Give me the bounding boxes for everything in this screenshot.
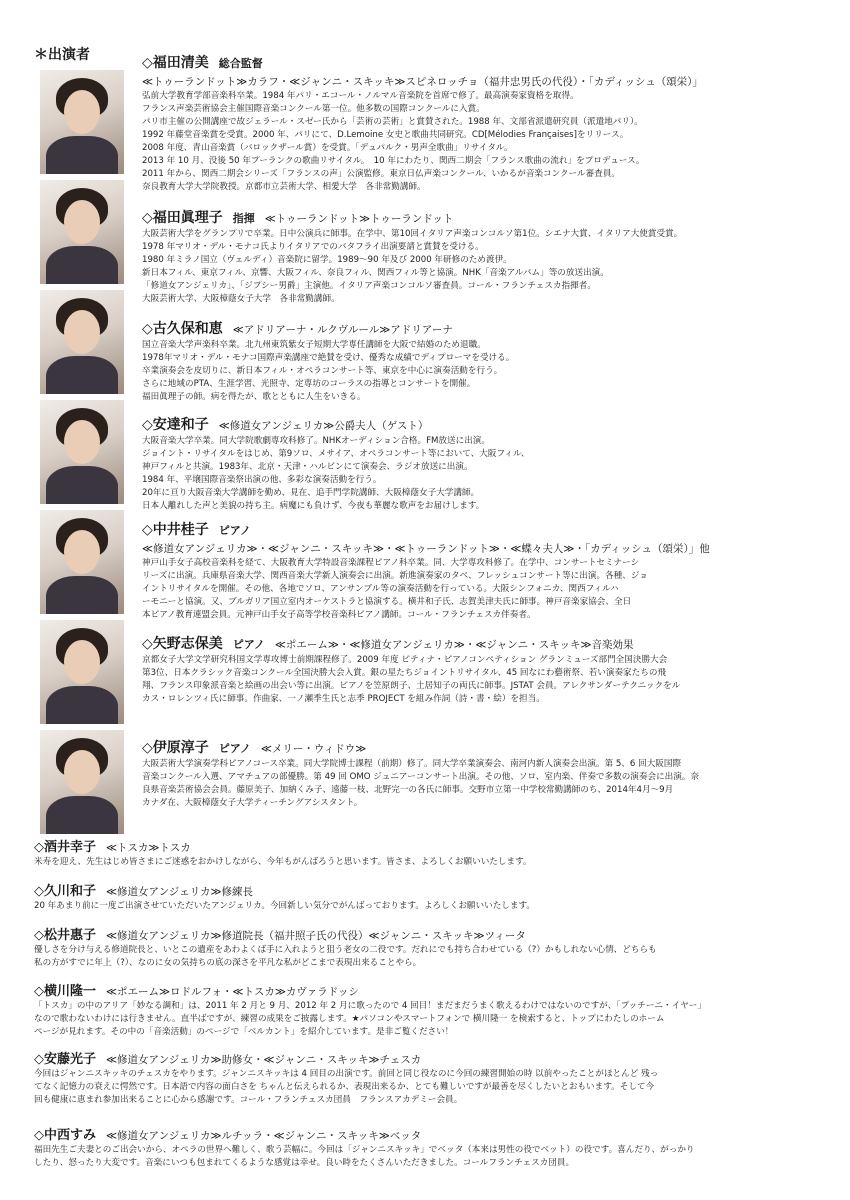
bio-line: なので歌わないわけには行きません。直半ばですが、練習の成果をご披露します。★パソコンやスマートフォンで 横川隆一 を検索すると、トップにわたしのホーム — [34, 1014, 665, 1024]
performer-role: 指揮 — [232, 212, 255, 225]
member-bio — [34, 1000, 824, 1039]
performer-name: ◇古久保和恵 — [142, 321, 223, 337]
performer-role: ピアノ — [218, 742, 251, 755]
bio-line: 1992 年藤堂音楽賞を受賞。2000 年、パリにて、D.Lemoine 女史と歌曲共同研究。CD[Mélodies Françaises]をリリース。 — [142, 130, 629, 140]
member-entry — [34, 1124, 824, 1170]
performer-bio — [142, 339, 822, 404]
performer-roles: ≪ポエーム≫・≪修道女アンジェリカ≫・≪ジャンニ・スキッキ≫音楽効果 — [274, 639, 634, 651]
bio-line: リーズに出演。兵庫県音楽大学、関西音楽大学新人演奏会に出演。新進演奏家のタベ、フレッシュコンサート等に出演。各種、ジョ — [142, 571, 648, 581]
bio-line: 大阪芸術大学、大阪樟蔭女子大学 各非常勤講師。 — [142, 294, 340, 304]
performer-roles: ≪アドリアーナ・ルクヴルール≫アドリアーナ — [232, 324, 453, 336]
bio-line: 音楽コンクール入選、アマチュアの部優勝。第 49 回 OMO ジュニアーコンサート出演。その他、ソロ、室内楽、伴奏で多数の演奏会に出演。奈 — [142, 772, 700, 782]
bio-line: 「修道女アンジェリカ」、「ジプシー男爵」主演他。イタリア声楽コンコルソ審査員。コール・フランチェスカ指揮者。 — [142, 281, 596, 291]
bio-line: 福田先生ご夫妻とのご出会いから、オペラの世界へ難しく、歌う芸幅に。今回は「ジャンニスキッキ」でベッタ（本来は男性の役でベット）の役です。喜んだり、がっかり — [34, 1145, 695, 1155]
performer-name: ◇矢野志保美 — [142, 636, 223, 652]
bio-line: 奈良教育大学大学院教授。京都市立芸術大学、相愛大学 各非常勤講師。 — [142, 182, 426, 192]
bio-line: ジョイント・リサイタルをはじめ、第9ソロ、メサイア、オペラコンサート等において、大阪フィル、 — [142, 449, 530, 459]
performer-name: ◇安達和子 — [142, 417, 209, 433]
performer-name: ◇福田清美 — [142, 55, 209, 71]
member-bio — [34, 1068, 824, 1107]
performer-roles: ≪修道女アンジェリカ≫公爵夫人（ゲスト） — [218, 420, 429, 432]
bio-line: 卒業演奏会を皮切りに、新日本フィル・オペラコンサート等、東京を中心に演奏活動を行う。 — [142, 366, 503, 376]
member-roles: ≪修道女アンジェリカ≫修道院長（福井照子氏の代役）≪ジャンニ・スキッキ≫ツィータ — [106, 930, 526, 942]
member-entry — [34, 924, 824, 970]
member-entry — [34, 880, 824, 913]
performer-photo — [40, 730, 124, 834]
performer-photo — [40, 180, 124, 284]
performer-entry — [142, 414, 822, 513]
member-roles: ≪修道女アンジェリカ≫ルチッラ・≪ジャンニ・スキッキ≫ベッタ — [106, 1130, 422, 1142]
performer-role: 総合監督 — [218, 57, 263, 70]
bio-line: さらに地域のPTA、生涯学習、光照寺、定専坊のコーラスの指導とコンサートを開催。 — [142, 379, 476, 389]
performer-name: ◇福田眞理子 — [142, 210, 223, 226]
bio-line: 優しさを分け与える修道院長と、いとこの遺産をあわよくば手に入れようと狙う老女の二役です。だれにでも持ち合わせている（?）かもしれない心情、どちらも — [34, 945, 657, 955]
performer-photo — [40, 400, 124, 504]
bio-line: 大阪芸術大学演奏学科ピアノコース卒業。同大学院博士課程（前期）修了。同大学卒業演奏会、南河内新人演奏会出演。第 5、6 回大阪国際 — [142, 759, 682, 769]
bio-line: 米寿を迎え、先生はじめ皆さまにご迷惑をおかけしながら、今年もがんばろうと思います。皆さま、よろしくお願いいたします。 — [34, 857, 532, 867]
performer-photo — [40, 290, 124, 394]
bio-line: カナダ在、大阪樟蔭女子大学ティーチングアシスタント。 — [142, 798, 363, 808]
bio-line: 大阪音楽大学卒業。同大学院歌劇専攻科修了。NHKオーディション合格。FM放送に出演。 — [142, 436, 490, 446]
bio-line: 1984 年、平壌国際音楽祭出演の他、多彩な演奏活動を行う。 — [142, 475, 382, 485]
member-name: ◇安藤光子 — [34, 1052, 96, 1067]
performer-bio — [142, 654, 822, 706]
bio-line: 2008 年度、青山音楽賞（バロックザール賞）を受賞。「デュパルク・男声全歌曲」リサイタル。 — [142, 143, 513, 153]
bio-line: カス・ロレンツィ氏に師事。作曲家、一ノ瀬季生氏と志季 PROJECT を組み作詞（詩・書・絵）を担当。 — [142, 694, 545, 704]
bio-line: 1978年マリオ・デル・モナコ国際声楽講座で絶賛を受け、優秀な成績でディプローマを受ける。 — [142, 353, 515, 363]
performer-photo — [40, 510, 124, 614]
bio-line: 良県音楽芸術協会会員。藤原美子、加納くみ子、遠藤一枝、北野完一の各氏に師事。交野市立第一中学校常勤講師のち、2014年4月～9月 — [142, 785, 674, 795]
performer-entry — [142, 633, 822, 706]
performer-photo — [40, 70, 124, 174]
member-bio — [34, 900, 824, 913]
performer-bio — [142, 90, 822, 194]
bio-line: ページが見れます。その中の「音楽活動」のページで「ベルカント」を紹介しています。是非ご覧ください！ — [34, 1027, 454, 1037]
member-bio — [34, 856, 824, 869]
bio-line: 20 年あまり前に一度ご出演させていただいたアンジェリカ。今回新しい気分でがんばっております。よろしくお願いいたします。 — [34, 901, 535, 911]
bio-line: 神戸フィルと共演。1983年、北京・天津・ハルビンにて演奏会、ラジオ放送に出演。 — [142, 462, 473, 472]
bio-line: ーモニーと協演。又、ブルガリア国立室内オーケストラと協演する。横井和子氏、志賀美津夫氏に師事。神戸音楽家協会、全日 — [142, 597, 632, 607]
member-name: ◇久川和子 — [34, 884, 96, 899]
member-entry — [34, 1048, 824, 1107]
member-name: ◇中西すみ — [34, 1128, 96, 1143]
member-name: ◇松井惠子 — [34, 928, 96, 943]
bio-line: イントリサイタルを開催。その他、各地でソロ、アンサンブル等の演奏活動を行っている。大阪シンフォニカ、関西フィルハ — [142, 584, 619, 594]
member-bio — [34, 944, 824, 970]
bio-line: 2011 年から、関西二期会シリーズ「フランスの声」公演監修。東京日仏声楽コンクール、いかるが音楽コンクール審査員。 — [142, 169, 621, 179]
performer-roles: ≪メリー・ウィドウ≫ — [260, 743, 367, 755]
performer-name: ◇中井桂子 — [142, 522, 209, 538]
bio-line: 国立音楽大学声楽科卒業。北九州東筑紫女子短期大学専任講師を大阪で結婚のため退職。 — [142, 340, 486, 350]
bio-line: てなく記憶力の衰えに愕然です。日本語で内容の面白さを ちゃんと伝えられるか、表現出来るか、とても難しいですが最善を尽くしたいとおもいます。そして今 — [34, 1082, 655, 1092]
member-roles: ≪トスカ≫トスカ — [106, 842, 191, 854]
performer-bio — [142, 758, 822, 810]
performer-entry — [142, 318, 822, 404]
bio-line: 20年に亘り大阪音楽大学講師を勤め、見在、追手門学院講師、大阪樟蔭女子大学講師。 — [142, 488, 480, 498]
bio-line: 神戸山手女子高校音楽科を経て、大阪教育大学特設音楽課程ピアノ科卒業。同、大学専攻科修了。在学中、コンサートセミナーシ — [142, 558, 640, 568]
performer-photo — [40, 620, 124, 724]
performer-role: ピアノ — [232, 638, 265, 651]
bio-line: 弘前大学教育学部音楽科卒業。1984 年パリ・エコール・ノルマル音楽院を首席で修了。最高演奏家資格を取得。 — [142, 91, 579, 101]
bio-line: 新日本フィル、東京フィル、京響、大阪フィル、奈良フィル、関西フィル等と協演。NHK「音楽アルバム」等の放送出演。 — [142, 268, 609, 278]
bio-line: 京都女子大学文学研究科国文学専攻博士前期課程修了。2009 年度 ピティナ・ピアノコンペティション グランミューズ部門全国決勝大会 — [142, 655, 668, 665]
bio-line: 日本人離れした声と美貌の持ち主。病魔にも負けず、今夜も華麗な歌声をお届けします。 — [142, 501, 485, 511]
performer-name: ◇伊原淳子 — [142, 740, 209, 756]
performer-roles: ≪修道女アンジェリカ≫・≪ジャンニ・スキッキ≫・≪トゥーランドット≫・≪蝶々夫人≫・「カディッシュ（頌栄）」他 — [142, 543, 710, 555]
performer-bio — [142, 557, 822, 622]
bio-line: したり、怒ったり大変です。音楽にいつも包まれてくるような感覚は幸せ。良い時をたくさんいただきました。コールフランチェスカ団員。 — [34, 1158, 575, 1168]
member-entry — [34, 836, 824, 869]
member-name: ◇横川隆一 — [34, 984, 96, 999]
bio-line: 私の方がすでに年上（?）、なのに女の気持ちの底の深さを平凡な私がどこまで表現出来ることやら。 — [34, 958, 422, 968]
bio-line: パリ市主催の公開講座で故ジェラール・スゼー氏から「芸術の芸術」と賞賛された。1988 年、文部省派遣研究員（派遣地パリ）。 — [142, 117, 643, 127]
bio-line: 翔、フランス印象派音楽と絵画の出会い等に出演。ピアノを笠原朗子、土居知子の両氏に師事。JSTAT 会員。アレクサンダーテクニックをル — [142, 681, 681, 691]
bio-line: 1978 年マリオ・デル・モナコ氏よりイタリアでのバタフライ出演要請と賞賛を受ける。 — [142, 242, 484, 252]
member-roles: ≪修道女アンジェリカ≫修練長 — [106, 886, 253, 898]
performer-entry — [142, 519, 822, 622]
performer-bio — [142, 435, 822, 513]
member-name: ◇酒井幸子 — [34, 840, 96, 855]
bio-line: フランス声楽芸術協会主催国際音楽コンクール第一位。他多数の国際コンクールに入賞。 — [142, 104, 485, 114]
bio-line: 2013 年 10 月、没後 50 年プーランクの歌曲リサイタル。 10 年にわたり、関西二期会「フランス歌曲の流れ」をプロデュース。 — [142, 156, 645, 166]
bio-line: 福田眞理子の師。病を得たが、歌とともに人生をいきる。 — [142, 392, 366, 402]
bio-line: 1980 年ミラノ国立（ヴェルディ）音楽院に留学。1989～90 年及び 2000 年研修のため渡伊。 — [142, 255, 512, 265]
bio-line: 第3位、日本クラシック音楽コンクール全国決勝大会入賞。銀の星たちジョイントリサイタル、45 回なにわ藝術祭、若い演奏家たちの飛 — [142, 668, 667, 678]
member-roles: ≪修道女アンジェリカ≫助修女・≪ジャンニ・スキッキ≫チェスカ — [106, 1054, 422, 1066]
member-roles: ≪ポエーム≫ロドルフォ・≪トスカ≫カヴァラドッシ — [106, 986, 359, 998]
member-bio — [34, 1144, 824, 1170]
performer-entry — [142, 737, 822, 810]
member-entry — [34, 980, 824, 1039]
performer-role: ピアノ — [218, 524, 251, 537]
bio-line: 本ピアノ教育連盟会員。元神戸山手女子高等学校音楽科ピアノ講師。コール・フランチェスカ伴奏者。 — [142, 610, 536, 620]
section-header: ＊出演者 — [34, 47, 90, 63]
performer-roles: ≪トゥーランドット≫カラフ・≪ジャンニ・スキッキ≫スピネロッチョ（福井忠男氏の代役）・「カディッシュ（頌栄）」 — [142, 76, 704, 88]
performer-entry — [142, 207, 822, 306]
performer-bio — [142, 228, 822, 306]
performer-entry — [142, 52, 822, 194]
bio-line: 「トスカ」の中のアリア「妙なる調和」は、2011 年 2 月と 9 月、2012 年 2 月に歌ったので 4 回目！まだまだうまく歌えるわけではないのですが、「プッチーニ・イヤー」 — [34, 1001, 706, 1011]
performer-roles: ≪トゥーランドット≫トゥーランドット — [264, 213, 454, 225]
bio-line: 大阪芸術大学をグランプリで卒業。日中公演兵に師事。在学中、第10回イタリア声楽コンコルソ第1位。シエナ大賞、イタリア大使賞受賞。 — [142, 229, 683, 239]
bio-line: 今回はジャンニスキッキのチェスカをやります。ジャンニスキッキは 4 回目の出演です。前回と同じ役なのに今回の練習開始の時 以前やったことがほとんど 残っ — [34, 1069, 659, 1079]
bio-line: 回も健康に恵まれ参加出来ることに心から感謝です。コール・フランチェスカ団員 フランスアカデミー会員。 — [34, 1095, 463, 1105]
